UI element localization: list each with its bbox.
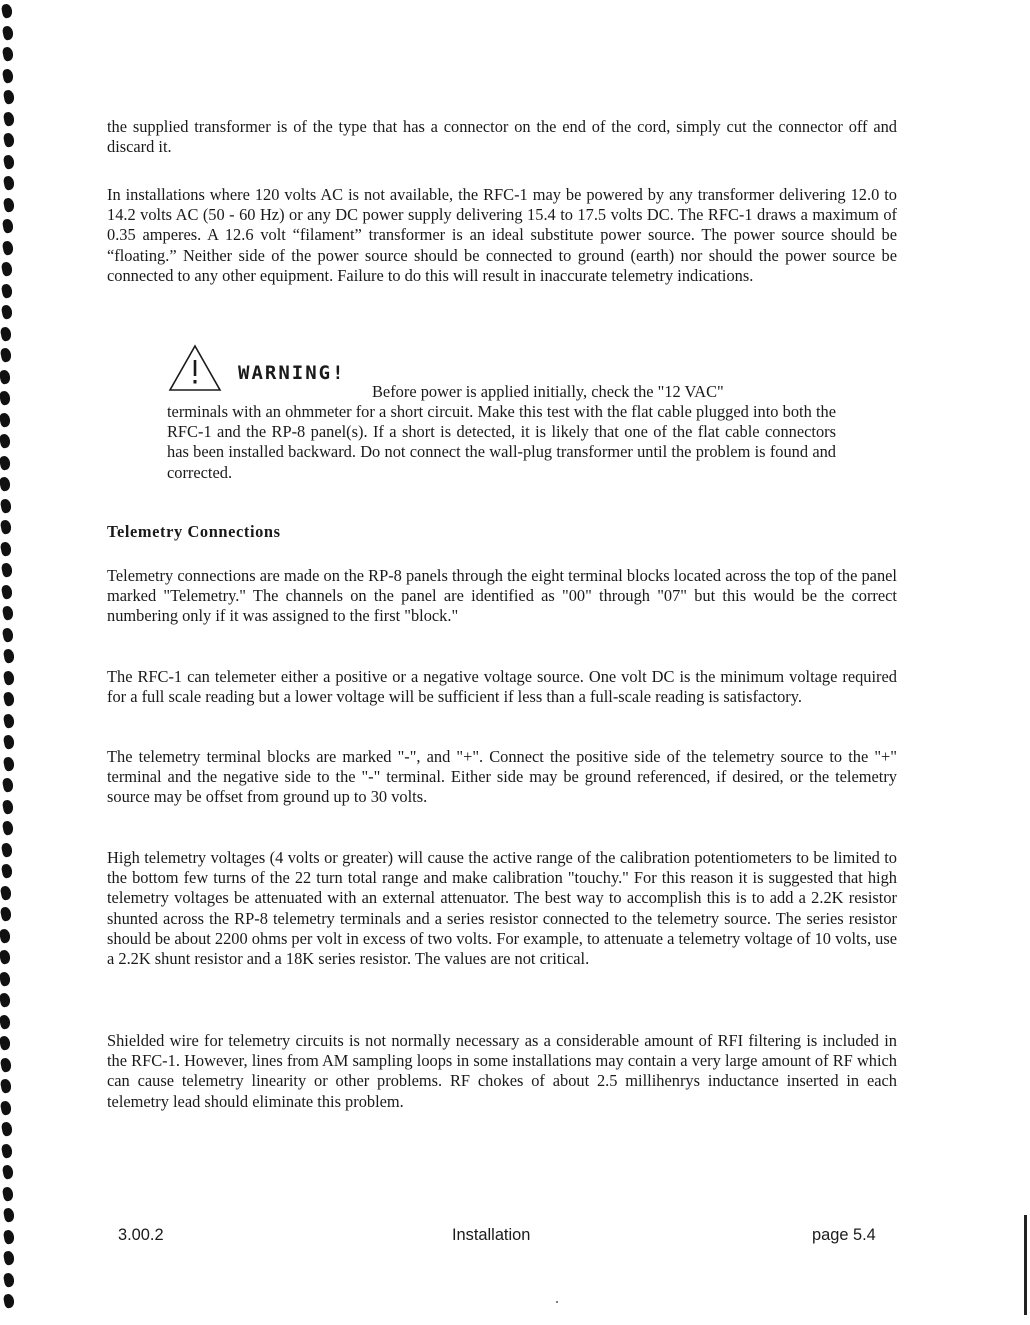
paragraph-terminal-blocks: The telemetry terminal blocks are marked "-", and "+". Connect the positive side of the telemetry source to the "+" terminal and the negative side to the "-" terminal. Either side may be ground referenced, if desired, or the telemetry source may be offset from ground up to 30 volts. [107,747,897,807]
binding-hole [0,498,12,514]
footer-page-number: page 5.4 [812,1226,876,1244]
paragraph-transformer-connector: the supplied transformer is of the type that has a connector on the end of the cord, simply cut the connector off and discard it. [107,117,897,157]
binding-hole [0,885,12,901]
binding-hole [1,562,14,578]
binding-hole [3,756,16,772]
warning-text-first-line: Before power is applied initially, check the "12 VAC" [372,382,724,401]
binding-hole [2,605,15,621]
binding-hole [3,111,16,127]
binding-hole [0,906,12,922]
warning-text: terminals with an ohmmeter for a short circuit. Make this test with the flat cable plugged into both the RFC-1 and the RP-8 panel(s). If a short is detected, it is likely that one of the flat cable connectors has been installed backward. Do not connect the wall-plug transformer until the problem is found and corrected. [167,402,836,482]
binding-hole [1,863,14,879]
binding-hole [0,476,11,492]
binding-hole [0,949,11,965]
scan-edge-mark [1024,1215,1027,1315]
binding-hole [1,842,14,858]
binding-hole [2,218,15,234]
binding-hole [0,347,12,363]
binding-hole [3,89,16,105]
binding-hole [0,992,11,1008]
binding-hole [3,175,16,191]
binding-hole [1,283,14,299]
binding-hole [2,627,15,643]
binding-hole [1,1143,14,1159]
binding-hole [0,1078,12,1094]
footer-section-number: 3.00.2 [118,1226,164,1244]
paragraph-voltage-source: The RFC-1 can telemeter either a positive or a negative voltage source. One volt DC is the minimum voltage required for a full scale reading but a lower voltage will be sufficient if less than a full-scale reading is satisfactory. [107,667,897,707]
binding-hole [0,326,12,342]
paragraph-alternate-power: In installations where 120 volts AC is not available, the RFC-1 may be powered by any transformer delivering 12.0 to 14.2 volts AC (50 - 60 Hz) or any DC power supply delivering 15.4 to 17.5 volts DC. The RFC-1 draws a maximum of 0.35 amperes. A 12.6 volt “filament” transformer is an ideal substitute power source. The power source should be “floating.” Neither side of the power source should be connected to ground (earth) nor should the power source be connected to any other equipment. Failure to do this will result in inaccurate telemetry indications. [107,185,897,285]
binding-hole [2,68,15,84]
binding-hole [2,1164,15,1180]
paragraph-telemetry-connections: Telemetry connections are made on the RP-8 panels through the eight terminal blocks located across the top of the panel marked "Telemetry." The channels on the panel are identified as "00" through "07" but this would be the correct numbering only if it was assigned to the first "block." [107,566,897,626]
paragraph-shielded-wire: Shielded wire for telemetry circuits is not normally necessary as a considerable amount of RFI filtering is included in the RFC-1. However, lines from AM sampling loops in some installations may contain a very large amount of RF which can cause telemetry linearity or other problems. RF chokes of about 2.5 millihenrys inductance inserted in each telemetry lead should eliminate this problem. [107,1031,897,1111]
binding-hole [3,1250,16,1266]
binding-hole [2,799,15,815]
binding-hole [0,928,11,944]
binding-hole [2,46,15,62]
binding-hole [2,820,15,836]
binding-hole [2,25,15,41]
binding-hole [3,734,16,750]
binding-hole [3,154,16,170]
binding-hole [3,132,16,148]
binding-hole [0,455,11,471]
binding-hole [3,1207,16,1223]
binding-hole [1,304,14,320]
binding-hole [1,3,14,19]
binding-hole [3,1272,16,1288]
binding-hole [0,390,11,406]
paragraph-high-voltages: High telemetry voltages (4 volts or greater) will cause the active range of the calibration potentiometers to be limited to the bottom few turns of the 22 turn total range and make calibration "touchy." For this reason it is suggested that high telemetry voltages be attenuated with an external attenuator. The best way to accomplish this is to add a 2.2K resistor shunted across the RP-8 telemetry terminals and a series resistor connected to the telemetry source. The series resistor should be about 2200 ohms per volt in excess of two volts. For example, to attenuate a telemetry voltage of 10 volts, use a 2.2K shunt resistor and a 18K series resistor. The values are not critical. [107,848,897,969]
warning-title: WARNING! [238,362,346,384]
binding-hole [1,1121,14,1137]
binding-hole [1,261,14,277]
section-heading-telemetry: Telemetry Connections [107,522,281,541]
binding-hole [0,433,11,449]
binding-hole [3,713,16,729]
binding-hole [3,670,16,686]
binding-hole [2,240,15,256]
binding-hole [3,1229,16,1245]
binding-hole [2,777,15,793]
binding-hole [0,412,11,428]
binding-hole [0,519,12,535]
binding-hole [0,1035,11,1051]
binding-hole [0,1057,12,1073]
binding-hole [0,971,11,987]
binding-hole [0,541,12,557]
binding-hole [0,1014,11,1030]
scan-speck [556,1301,558,1303]
binding-hole [3,1293,16,1309]
binding-hole [0,1100,12,1116]
binding-hole [0,369,11,385]
binding-hole [1,584,14,600]
footer-chapter-title: Installation [452,1226,531,1244]
binding-holes [0,0,30,1325]
binding-hole [2,1186,15,1202]
binding-hole [3,691,16,707]
binding-hole [3,197,16,213]
binding-hole [3,648,16,664]
warning-triangle-icon [167,343,223,393]
